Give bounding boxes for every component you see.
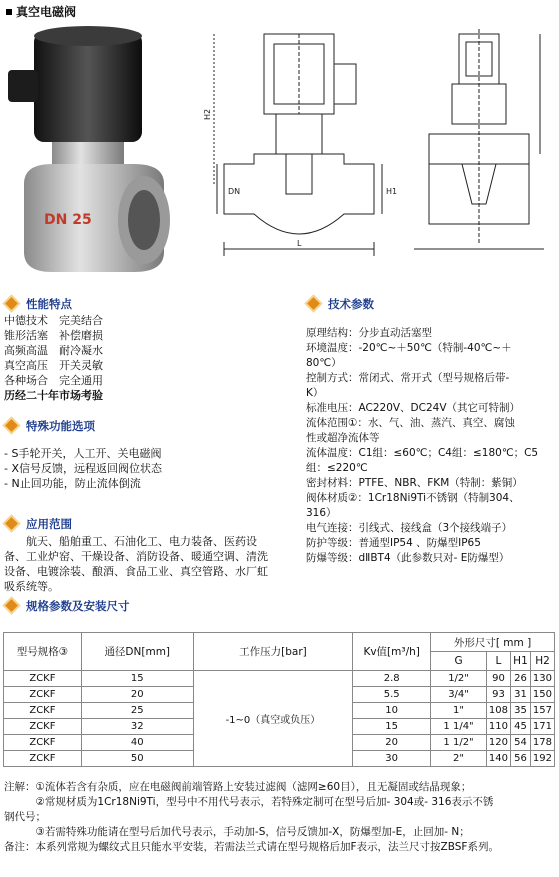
cell-kv: 20 (353, 735, 431, 751)
cell-l: 90 (486, 671, 510, 687)
cell-dn: 15 (81, 671, 193, 687)
special-section (4, 418, 162, 491)
col-header-dims: 外形尺寸[ mm ] (431, 633, 555, 652)
cell-dn: 20 (81, 687, 193, 703)
cell-model: ZCKF (4, 751, 82, 767)
orange-diamond-icon (4, 598, 20, 614)
cell-g: 1 1/2" (431, 735, 487, 751)
cell-g: 1 1/4" (431, 719, 487, 735)
cell-dn: 50 (81, 751, 193, 767)
tech-line: 80℃） (306, 357, 342, 369)
application-heading-text: 应用范围 (26, 517, 72, 531)
features-heading-text: 性能特点 (26, 297, 72, 311)
cell-g: 1" (431, 703, 487, 719)
feature-bold-line: 历经二十年市场考验 (4, 389, 103, 402)
tech-line: 环境温度：-20℃~＋50℃（特制-40℃~＋ (306, 342, 512, 354)
special-heading-text: 特殊功能选项 (26, 419, 95, 433)
note-line: 备注：本系列常规为螺纹式且只能水平安装，若需法兰式请在型号规格后加F表示，法兰尺寸按ZBSF系列。 (4, 841, 499, 853)
application-line: 设备、电镀涂装、酿酒、食品工业、真空管路、水厂虹 (4, 565, 268, 578)
tech-line: 原理结构：分步直动活塞型 (306, 327, 432, 339)
cell-kv: 2.8 (353, 671, 431, 687)
feature-line: 锥形活塞 补偿磨损 (4, 329, 103, 342)
tech-line: 防爆等级：dⅡBT4（此参数只对- E防爆型） (306, 552, 510, 564)
tech-line: 组：≤220℃ (306, 462, 368, 474)
tech-line: 电气连接：引线式、接线盒（3个接线端子） (306, 522, 513, 534)
cell-kv: 5.5 (353, 687, 431, 703)
feature-line: 真空高压 开关灵敏 (4, 359, 103, 372)
spec-heading (4, 598, 130, 614)
spec-table (3, 632, 555, 767)
feature-line: 高频高温 耐冷凝水 (4, 344, 103, 357)
orange-diamond-icon (4, 418, 20, 434)
cell-h1: 31 (510, 687, 530, 703)
cell-h1: 26 (510, 671, 530, 687)
cell-model: ZCKF (4, 703, 82, 719)
page-title (6, 3, 76, 20)
notes-section (4, 780, 556, 855)
cell-g: 3/4" (431, 687, 487, 703)
title-square-icon (6, 9, 12, 15)
label-h2: H2 (203, 108, 212, 120)
cell-h1: 45 (510, 719, 530, 735)
cell-g: 2" (431, 751, 487, 767)
cell-dn: 40 (81, 735, 193, 751)
application-line: 航天、船舶重工、石油化工、电力装备、医药设 (4, 535, 257, 548)
cell-h2: 157 (530, 703, 554, 719)
cell-h1: 56 (510, 751, 530, 767)
features-section (4, 296, 103, 403)
special-line: - X信号反馈，远程返回阀位状态 (4, 462, 163, 475)
tech-line: 316） (306, 507, 337, 519)
orange-diamond-icon (4, 296, 20, 312)
cell-h2: 178 (530, 735, 554, 751)
cell-h1: 54 (510, 735, 530, 751)
cell-h1: 35 (510, 703, 530, 719)
label-dn: DN (228, 187, 241, 196)
tech-line: 防护等级：普通型IP54 、防爆型IP65 (306, 537, 481, 549)
cell-model: ZCKF (4, 671, 82, 687)
tech-heading (306, 296, 556, 312)
application-section (4, 516, 304, 594)
cell-kv: 15 (353, 719, 431, 735)
cell-kv: 30 (353, 751, 431, 767)
spec-heading-text: 规格参数及安装尺寸 (26, 599, 130, 613)
cell-l: 140 (486, 751, 510, 767)
valve-photo (4, 24, 180, 280)
cell-dn: 32 (81, 719, 193, 735)
features-heading (4, 296, 103, 312)
note-line: 注解：①流体若含有杂质，应在电磁阀前端管路上安装过滤阀（滤网≥60目），且无凝固或结晶现象； (4, 781, 472, 793)
tech-line: 流体范围①：水、气、油、蒸汽、真空、腐蚀 (306, 417, 515, 429)
special-line: - N止回功能，防止流体倒流 (4, 477, 141, 490)
table-row (4, 671, 555, 687)
orange-diamond-icon (306, 296, 322, 312)
cell-l: 120 (486, 735, 510, 751)
spec-section (4, 598, 130, 614)
title-text: 真空电磁阀 (16, 5, 77, 19)
orange-diamond-icon (4, 516, 20, 532)
cell-h2: 171 (530, 719, 554, 735)
cell-model: ZCKF (4, 735, 82, 751)
tech-line: 密封材料：PTFE、NBR、FKM（特制：紫铜） (306, 477, 523, 489)
col-subheader-h1: H1 (510, 652, 530, 671)
cell-g: 1/2" (431, 671, 487, 687)
special-heading (4, 418, 162, 434)
cell-h2: 192 (530, 751, 554, 767)
cell-dn: 25 (81, 703, 193, 719)
col-header-model: 型号规格③ (4, 633, 82, 671)
special-line: - S手轮开关，人工开、关电磁阀 (4, 447, 162, 460)
cell-pressure: -1~0（真空或负压） (193, 671, 353, 767)
tech-line: 流体温度：C1组：≤60℃；C4组：≤180℃；C5 (306, 447, 539, 459)
cell-model: ZCKF (4, 687, 82, 703)
col-header-dn: 通径DN[mm] (81, 633, 193, 671)
col-subheader-l: L (486, 652, 510, 671)
col-header-kv: Kv值[m³/h] (353, 633, 431, 671)
tech-heading-text: 技术参数 (328, 297, 374, 311)
body-marking: DN 25 (44, 212, 92, 228)
cell-h2: 150 (530, 687, 554, 703)
col-subheader-h2: H2 (530, 652, 554, 671)
cell-l: 93 (486, 687, 510, 703)
application-line: 吸系统等。 (4, 580, 59, 593)
tech-line: 标准电压：AC220V、DC24V（其它可特制） (306, 402, 521, 414)
note-line: ③若需特殊功能请在型号后加代号表示，手动加-S，信号反馈加-X，防爆型加-E，止回加- N； (4, 826, 470, 838)
tech-section (306, 296, 556, 566)
cell-l: 110 (486, 719, 510, 735)
tech-line: 控制方式：常闭式、常开式（型号规格后带- (306, 372, 510, 384)
cell-h2: 130 (530, 671, 554, 687)
label-l: L (297, 239, 302, 248)
note-line: 钢代号； (4, 811, 46, 823)
col-subheader-g: G (431, 652, 487, 671)
feature-line: 各种场合 完全通用 (4, 374, 103, 387)
cell-l: 108 (486, 703, 510, 719)
application-heading (4, 516, 304, 532)
dimension-drawing (203, 14, 554, 270)
tech-line: 性或超净流体等 (306, 432, 380, 444)
tech-line: K） (306, 387, 324, 399)
application-line: 备、工业炉窑、干燥设备、消防设备、暖通空调、清洗 (4, 550, 268, 563)
feature-line: 中德技术 完美结合 (4, 314, 103, 327)
cell-model: ZCKF (4, 719, 82, 735)
note-line: ②常规材质为1Cr18Ni9Ti，型号中不用代号表示，若特殊定制可在型号后加- 304或- 316表示不锈 (4, 796, 494, 808)
label-h1: H1 (386, 187, 398, 196)
tech-line: 阀体材质②：1Cr18Ni9Ti不锈钢（特制304、 (306, 492, 520, 504)
col-header-pressure: 工作压力[bar] (193, 633, 353, 671)
cell-kv: 10 (353, 703, 431, 719)
